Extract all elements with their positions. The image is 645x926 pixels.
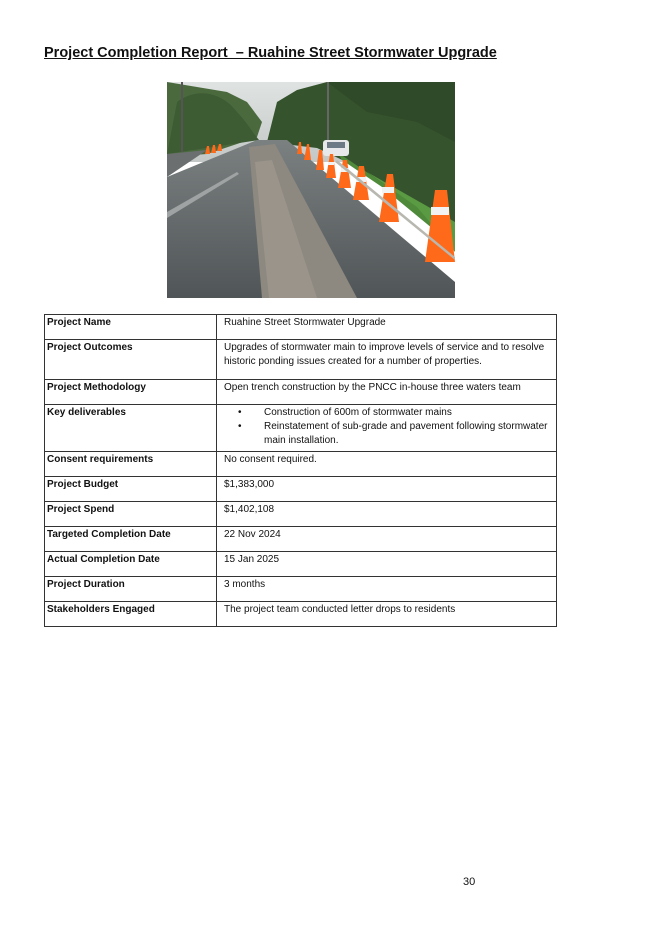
roadworks-photo [167, 82, 455, 298]
row-label: Key deliverables [45, 405, 217, 452]
table-row [45, 452, 557, 477]
table-row [45, 502, 557, 527]
list-item: • Construction of 600m of stormwater mains [264, 406, 553, 420]
table-row [45, 340, 557, 380]
row-value: 22 Nov 2024 [217, 527, 557, 552]
table-row [45, 602, 557, 627]
table-row [45, 552, 557, 577]
table-row [45, 577, 557, 602]
row-label: Project Spend [45, 502, 217, 527]
row-value: Upgrades of stormwater main to improve levels of service and to resolve historic ponding issues created for a number of properties. [217, 340, 557, 380]
row-label: Project Outcomes [45, 340, 217, 380]
page-number: 30 [463, 876, 476, 888]
table-row [45, 405, 557, 452]
row-label: Targeted Completion Date [45, 527, 217, 552]
page-title: Project Completion Report – Ruahine Street Stormwater Upgrade [44, 45, 497, 61]
roadworks-photo-graphic [167, 82, 455, 298]
row-label: Project Name [45, 315, 217, 340]
table-row [45, 380, 557, 405]
deliverables-list [224, 406, 553, 448]
list-item: • Reinstatement of sub-grade and pavement following stormwater main installation. [264, 420, 553, 448]
row-label: Actual Completion Date [45, 552, 217, 577]
table-row [45, 477, 557, 502]
row-label: Project Duration [45, 577, 217, 602]
row-value: The project team conducted letter drops to residents [217, 602, 557, 627]
row-label: Consent requirements [45, 452, 217, 477]
row-value: $1,383,000 [217, 477, 557, 502]
row-label: Project Methodology [45, 380, 217, 405]
row-value: Open trench construction by the PNCC in-house three waters team [217, 380, 557, 405]
row-value: 15 Jan 2025 [217, 552, 557, 577]
table-row [45, 527, 557, 552]
row-value: No consent required. [217, 452, 557, 477]
row-value: $1,402,108 [217, 502, 557, 527]
row-value: Ruahine Street Stormwater Upgrade [217, 315, 557, 340]
table-row [45, 315, 557, 340]
row-value [217, 405, 557, 452]
row-label: Project Budget [45, 477, 217, 502]
row-value: 3 months [217, 577, 557, 602]
project-info-table [44, 314, 557, 627]
row-label: Stakeholders Engaged [45, 602, 217, 627]
